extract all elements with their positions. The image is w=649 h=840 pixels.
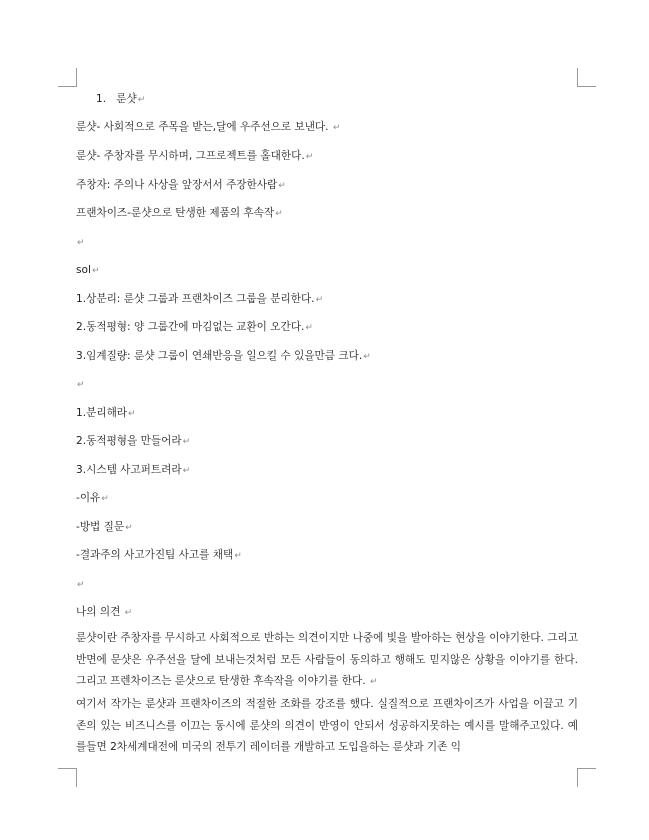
paragraph-mark-icon: ↵ [332, 123, 341, 133]
paragraph-mark-icon: ↵ [182, 437, 191, 447]
text-line: 2.동적평형: 양 그룹간에 마김없는 교환이 오간다.↵ [76, 321, 313, 333]
paragraph-mark-icon: ↵ [77, 580, 85, 590]
crop-mark-top-right [577, 68, 596, 87]
paragraph-mark-icon: ↵ [305, 152, 314, 162]
paragraph-mark-icon: ↵ [91, 266, 100, 276]
paragraph-mark-icon: ↵ [137, 95, 146, 105]
text-line: 3.시스템 사고퍼트려라↵ [76, 464, 191, 476]
text-line: -방법 질문↵ [76, 521, 133, 533]
empty-line [76, 377, 85, 392]
text-line: 나의 의견 ↵ [76, 606, 133, 618]
heading-text: 룬샷 [116, 93, 137, 105]
heading-line [96, 92, 145, 107]
paragraph-mark-icon: ↵ [275, 209, 283, 219]
text-line: sol↵ [76, 264, 100, 276]
paragraph-mark-icon: ↵ [77, 380, 85, 390]
text-line: 프랜차이즈-룬샷으로 탄생한 제품의 후속작↵ [76, 207, 283, 219]
text-line: -이유↵ [76, 492, 109, 504]
paragraph-mark-icon: ↵ [124, 608, 133, 618]
heading-number: 1. [96, 93, 107, 105]
paragraph-mark-icon: ↵ [370, 677, 378, 687]
paragraph-mark-icon: ↵ [128, 409, 136, 419]
text-line: 룬샷- 사회적으로 주목을 받는,달에 우주선으로 보낸다. ↵ [76, 121, 341, 133]
crop-mark-top-left [58, 68, 77, 87]
paragraph-mark-icon: ↵ [77, 238, 85, 248]
text-line: 룬샷- 주창자를 무시하며, 그프로젝트를 홀대한다.↵ [76, 150, 314, 162]
text-line: 2.동적평형을 만들어라↵ [76, 435, 191, 447]
paragraph-mark-icon: ↵ [182, 466, 191, 476]
paragraph: 여기서 작가는 룬샷과 프랜차이즈의 적절한 조화를 강조를 했다. 실질적으로 프랜차이즈가 사업을 이끌고 기존의 있는 비즈니스를 이끄는 동시에 룬샷의 의견이 반영이 안되서 성공하지못하는 예시를 말해주고있다. 예를들면 2차세계대전에 미국의 전투기 레이더를 개발하고 도입을하는 룬샷과 기존 익 [76, 698, 578, 753]
text-line: 주창자: 주의나 사상을 앞장서서 주장한사람↵ [76, 179, 286, 191]
paragraph-mark-icon: ↵ [315, 295, 324, 305]
paragraph-mark-icon: ↵ [363, 352, 371, 362]
paragraph-mark-icon: ↵ [101, 494, 109, 504]
text-line: 3.임계질량: 룬샷 그룹이 연쇄반응을 일으킬 수 있을만큼 크다.↵ [76, 350, 371, 362]
crop-mark-bottom-right [577, 768, 596, 787]
empty-line [76, 577, 85, 592]
paragraph: 룬샷이란 주창자를 무시하고 사회적으로 반하는 의견이지만 나중에 빛을 발아하는 현상을 이야기한다. 그리고 반면에 문샷은 우주선을 달에 보내는것처럼 모든 사람들이 동의하고 행해도 믿지않은 상황을 이야기를 한다. 그리고 프렌차이즈는 룬샷으로 탄생한 후속작을 이야기를 한다. ↵ [76, 632, 578, 687]
text-line: 1.상분리: 룬샷 그룹과 프랜차이즈 그룹을 분리한다.↵ [76, 293, 324, 305]
paragraph-mark-icon: ↵ [305, 323, 313, 333]
paragraph-mark-icon: ↵ [278, 181, 286, 191]
crop-mark-bottom-left [58, 768, 77, 787]
text-line: -결과주의 사고가진팀 사고를 채택↵ [76, 549, 242, 561]
paragraph-mark-icon: ↵ [234, 551, 242, 561]
text-line: 1.분리해라↵ [76, 407, 136, 419]
paragraph-mark-icon: ↵ [125, 523, 133, 533]
empty-line [76, 235, 85, 250]
